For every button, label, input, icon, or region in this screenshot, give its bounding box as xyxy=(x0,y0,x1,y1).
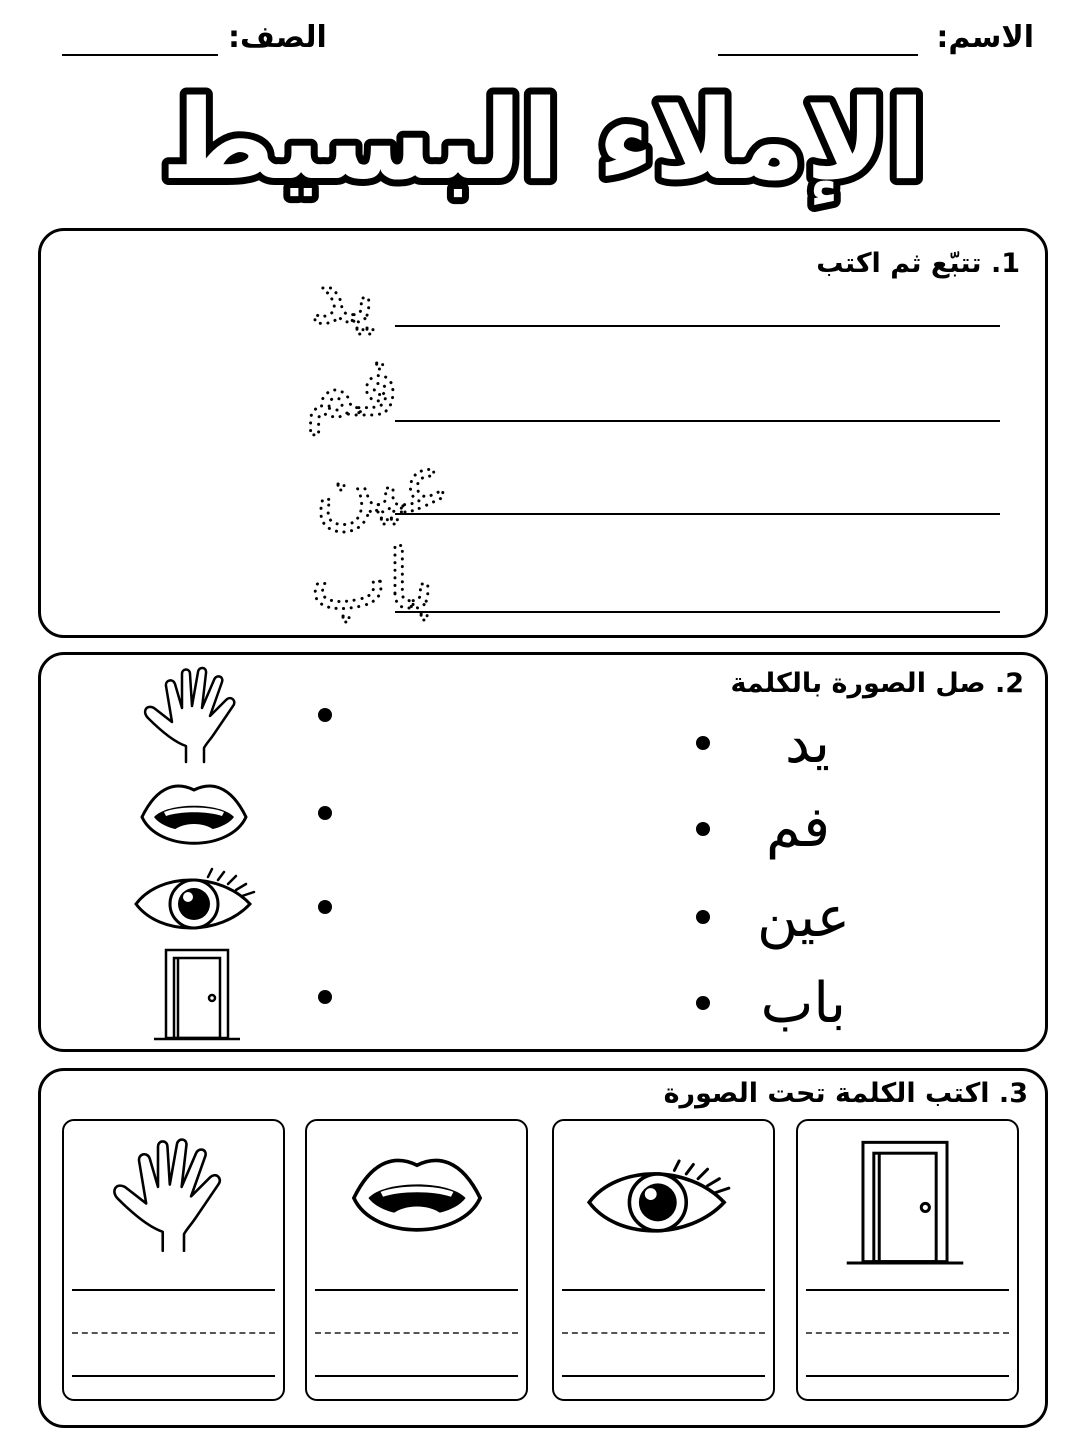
write-line-2[interactable] xyxy=(395,420,1000,422)
answer-line[interactable] xyxy=(562,1289,765,1291)
answer-line[interactable] xyxy=(72,1289,275,1291)
write-line-3[interactable] xyxy=(395,513,1000,515)
trace-word-2[interactable]: فم xyxy=(305,340,399,435)
trace-word-4[interactable]: باب xyxy=(310,533,436,628)
hand-icon xyxy=(106,1129,236,1259)
answer-guide-line xyxy=(315,1332,518,1334)
answer-line[interactable] xyxy=(806,1289,1009,1291)
mouth-icon xyxy=(349,1145,485,1251)
match-dot-left-3[interactable] xyxy=(318,900,332,914)
match-dot-left-2[interactable] xyxy=(318,806,332,820)
answer-guide-line xyxy=(562,1332,765,1334)
picture-card-eye xyxy=(552,1119,775,1401)
answer-line[interactable] xyxy=(806,1375,1009,1377)
section2-title: 2. صل الصورة بالكلمة xyxy=(730,668,1024,699)
section3-title: 3. اكتب الكلمة تحت الصورة xyxy=(663,1078,1028,1109)
picture-card-mouth xyxy=(305,1119,528,1401)
name-field[interactable] xyxy=(718,54,918,56)
door-icon xyxy=(844,1135,966,1269)
answer-line[interactable] xyxy=(72,1375,275,1377)
match-dot-right-3[interactable] xyxy=(696,910,710,924)
match-dot-left-1[interactable] xyxy=(318,708,332,722)
eye-icon xyxy=(130,864,260,940)
answer-guide-line xyxy=(806,1332,1009,1334)
mouth-icon xyxy=(138,774,250,860)
hand-icon xyxy=(138,664,248,764)
class-label: الصف: xyxy=(228,20,327,55)
picture-card-door xyxy=(796,1119,1019,1401)
trace-word-3[interactable]: عين xyxy=(315,437,452,532)
write-line-4[interactable] xyxy=(395,611,1000,613)
answer-line[interactable] xyxy=(315,1375,518,1377)
page-title-text: الإملاء البسيط xyxy=(160,76,926,204)
match-word-4: باب xyxy=(760,971,846,1036)
match-dot-right-4[interactable] xyxy=(696,996,710,1010)
answer-line[interactable] xyxy=(562,1375,765,1377)
page-title xyxy=(0,78,1086,218)
match-word-3: عين xyxy=(757,885,850,950)
section1-title: 1. تتبّع ثم اكتب xyxy=(816,248,1020,279)
match-word-2: فم xyxy=(765,795,830,860)
door-icon xyxy=(152,946,242,1042)
answer-line[interactable] xyxy=(315,1289,518,1291)
match-dot-right-1[interactable] xyxy=(696,736,710,750)
match-dot-right-2[interactable] xyxy=(696,822,710,836)
picture-card-hand xyxy=(62,1119,285,1401)
name-label: الاسم: xyxy=(936,20,1034,55)
answer-guide-line xyxy=(72,1332,275,1334)
trace-words xyxy=(120,247,452,640)
match-word-1: يد xyxy=(785,711,830,776)
class-field[interactable] xyxy=(62,54,218,56)
trace-word-1[interactable]: يد xyxy=(310,247,376,342)
write-line-1[interactable] xyxy=(395,325,1000,327)
match-dot-left-4[interactable] xyxy=(318,990,332,1004)
eye-icon xyxy=(582,1155,736,1245)
